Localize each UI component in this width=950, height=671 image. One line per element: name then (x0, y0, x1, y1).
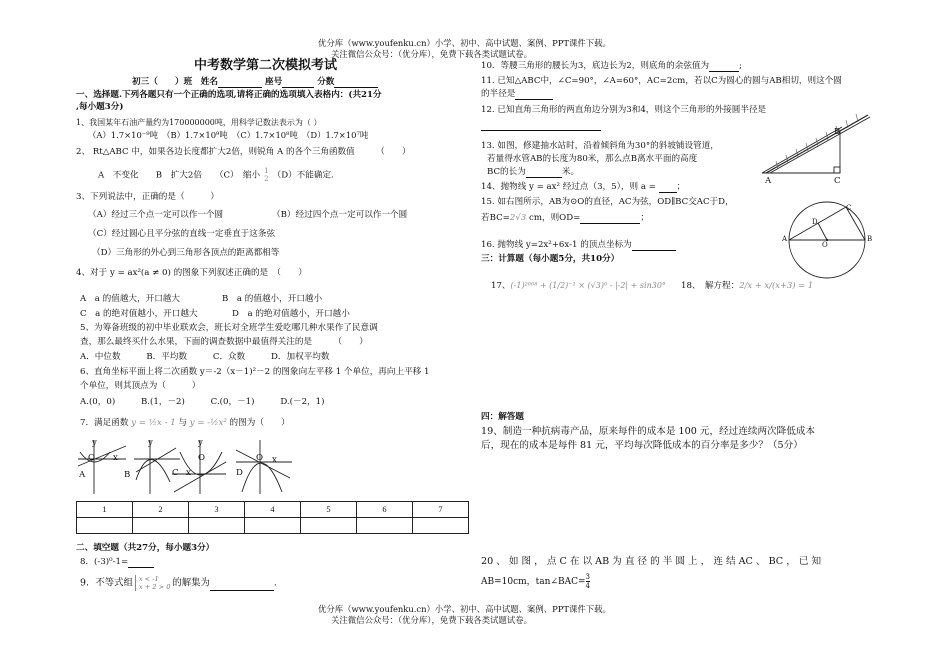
q7-label-c: C (172, 468, 179, 478)
answer-col-7: 7 (413, 502, 469, 518)
q16: 16. 抛物线 y=2x²+6x-1 的顶点坐标为 (481, 240, 676, 251)
q13-line-3: BC的长为 米。 (487, 167, 580, 177)
q17: 17、(-1)²⁰⁰⁸ + (1/2)⁻¹ × (√3)⁰ - |-2| + sin30° (491, 281, 666, 291)
q3-a: （A）经过三个点一定可以作一个圆 (88, 210, 224, 220)
q12: 12. 已知直角三角形的两直角边分别为3和4，则这个三角形的外接圆半径是 (481, 105, 767, 115)
q13-label-a: A (765, 176, 772, 186)
q12-blank (481, 120, 601, 131)
footer-line-2: 关注微信公众号：（优分库），免费下载各类试题试卷。 (331, 615, 532, 625)
q2-stem: 2、 Rt△ABC 中，如果各边长度都扩大2倍，则锐角 A 的各个三角函数值 （ ） (76, 147, 411, 157)
section-3-title: 三：计算题（每小题5分，共10分） (481, 254, 620, 264)
answer-cell-2[interactable] (133, 518, 189, 534)
q20-line-1: 20 、 如 图 ， 点 C 在 以 AB 为 直 径 的 半 圆 上 ， 连 结 AC 、 BC ， 已 知 (481, 556, 822, 567)
q15-line-1: 15. 如右图所示，AB为⊙O的直径，AC为弦，OD∥BC交AC于D， (481, 197, 734, 207)
q13-line-2: 若量得水管AB的长度为80米，那么点B离水平面的高度 (487, 154, 698, 164)
q15-label-a: A (782, 235, 788, 243)
q3-c: （C）经过圆心且平分弦的直线一定垂直于这条弦 (88, 229, 276, 239)
q15-label-b: B (867, 235, 873, 243)
header-line-2: 关注微信公众号：（优分库），免费下载各类试题试卷。 (331, 49, 532, 59)
answer-col-3: 3 (189, 502, 245, 518)
q18: 18、 解方程：2/x + x/(x+3) = 1 (681, 280, 814, 291)
q1-options: （A）1.7×10⁻⁹吨 （B）1.7×10⁹吨 （C）1.7×10⁸吨 （D）1.7×10⁷吨 (88, 130, 369, 140)
answer-cell-6[interactable] (357, 518, 413, 534)
q7-graphs (76, 432, 296, 498)
q11-line-1: 11. 已知△ABC中，∠C=90°，∠A=60°，AC=2cm，若以C为圆心的圆与AB相切，则这个圆 (481, 76, 842, 86)
q15-label-d: D (812, 218, 818, 226)
q4-d: D a 的绝对值越小，开口越小 (232, 309, 350, 319)
q7-c-x-label: x (186, 468, 191, 478)
student-info: 初三（ ）班 姓名 座号 分数 (132, 77, 378, 88)
q13-line-1: 13. 如图，修建抽水站时，沿着倾斜角为30°的斜坡铺设管道， (481, 141, 719, 151)
q5-stem-1: 5、为筹备班级的初中毕业联欢会，班长对全班学生爱吃哪几种水果作了民意调 (80, 323, 378, 333)
q14: 14、抛物线 y = ax² 经过点（3，5），则 a = ； (481, 182, 686, 192)
q13-label-c: C (834, 176, 841, 186)
q7-a-y-label: y (92, 438, 97, 448)
answer-table-header (77, 502, 469, 518)
q19-line-2: 后，现在的成本是每件 81 元，平均每次降低成本的百分率是多少？（5分） (481, 440, 803, 451)
q4-b: B a 的值越小，开口越小 (222, 294, 323, 304)
page-title: 中考数学第二次模拟考试 (194, 58, 338, 73)
q15-label-o: O (822, 241, 828, 249)
q20-line-2: AB=10cm，tan∠BAC= $\frac{3}{4}$ (481, 573, 591, 590)
q4-stem: 4、对于 y = ax²(a ≠ 0) 的图象下列叙述正确的是 （ ） (76, 268, 307, 278)
q15-line-2: 若BC=2√3 cm，则OD= ； (481, 213, 649, 223)
q7-label-a: A (79, 470, 86, 480)
q3-b: （B）经过四个点一定可以作一个圆 (272, 210, 408, 220)
q1-stem: 1、我国某年石油产量约为170000000吨，用科学记数法表示为（ ） (76, 118, 322, 127)
answer-col-6: 6 (357, 502, 413, 518)
q10: 10．等腰三角形的腰长为3，底边长为2，则底角的余弦值为 ; (481, 61, 743, 71)
q7-stem: 7．满足函数 y = ½x - 1 与 y = -½x² 的图为（ ） (80, 418, 290, 428)
q8: 8．(-3)⁰-1= (80, 557, 154, 568)
q2-options: A 不变化 B 扩大2倍 （C） 缩小 1 2 （D）不能确定. (98, 167, 334, 183)
q7-b-y-label: y (148, 438, 153, 448)
answer-table (76, 501, 469, 534)
answer-col-5: 5 (301, 502, 357, 518)
q19-line-1: 19、制造一种抗病毒产品，原来每件的成本是 100 元，经过连续两次降低成本 (481, 426, 816, 437)
section-1-title-cont: ,每小题3分) (76, 102, 124, 112)
section-2-title: 二、填空题（共27分，每小题3分） (76, 543, 215, 553)
header-line-1: 优分库（www.youfenku.cn）小学、初中、高中试题、案例、PPT课件下载。 (318, 38, 611, 48)
q15-circle-figure (784, 198, 874, 288)
section-4-title: 四：解答题 (481, 412, 524, 422)
q15-label-c: C (846, 204, 852, 212)
answer-col-1: 1 (77, 502, 133, 518)
q7-d-x-label: x (272, 455, 277, 465)
q7-c-y-label: y (198, 438, 203, 448)
q4-c: C a 的绝对值越小，开口越大 (80, 309, 198, 319)
q6-stem-1: 6、直角坐标平面上将二次函数 y＝-2（x－1)²－2 的图象向左平移 1 个单位，再向上平移 1 (80, 367, 430, 377)
q13-label-b: B (834, 127, 841, 137)
footer-line-1: 优分库（www.youfenku.cn）小学、初中、高中试题、案例、PPT课件下载。 (318, 604, 611, 614)
q6-stem-2: 个单位，则其顶点为（ ） (80, 381, 201, 391)
q7-label-d: D (236, 468, 243, 478)
answer-col-2: 2 (133, 502, 189, 518)
section-1-title: 一、选择题.下列各题只有一个正确的选项,请将正确的选项填入表格内：(共21分 (76, 90, 382, 100)
answer-cell-5[interactable] (301, 518, 357, 534)
q6-options: A.(0，0) B.(1，－2) C.(0，－1) D.(－2，1) (80, 397, 325, 407)
answer-cell-3[interactable] (189, 518, 245, 534)
answer-table-row (77, 518, 469, 534)
q5-options: A．中位数 B．平均数 C．众数 D．加权平均数 (80, 352, 330, 362)
q4-a: A a 的值越大，开口越大 (80, 294, 180, 304)
q11-line-2: 的半径是 (481, 89, 553, 100)
answer-cell-4[interactable] (245, 518, 301, 534)
q7-label-b: B (124, 470, 131, 480)
q7-a-x-label: x (113, 453, 118, 463)
q3-d: （D）三角形的外心到三角形各顶点的距离都相等 (92, 248, 280, 258)
q13-slope-figure (758, 109, 874, 177)
q7-d-origin: O (256, 453, 264, 463)
q7-c-origin: O (198, 453, 206, 463)
q5-stem-2: 查，那么最终买什么水果，下面的调查数据中最值得关注的是 （ ） (80, 337, 368, 347)
q3-stem: 3、下列说法中，正确的是（ ） (76, 192, 219, 202)
answer-cell-7[interactable] (413, 518, 469, 534)
answer-col-4: 4 (245, 502, 301, 518)
q7-a-origin: O (88, 453, 96, 463)
q9: 9．不等式组 x < -1 x + 2 > 0 的解集为 . (80, 575, 277, 591)
answer-cell-1[interactable] (77, 518, 133, 534)
